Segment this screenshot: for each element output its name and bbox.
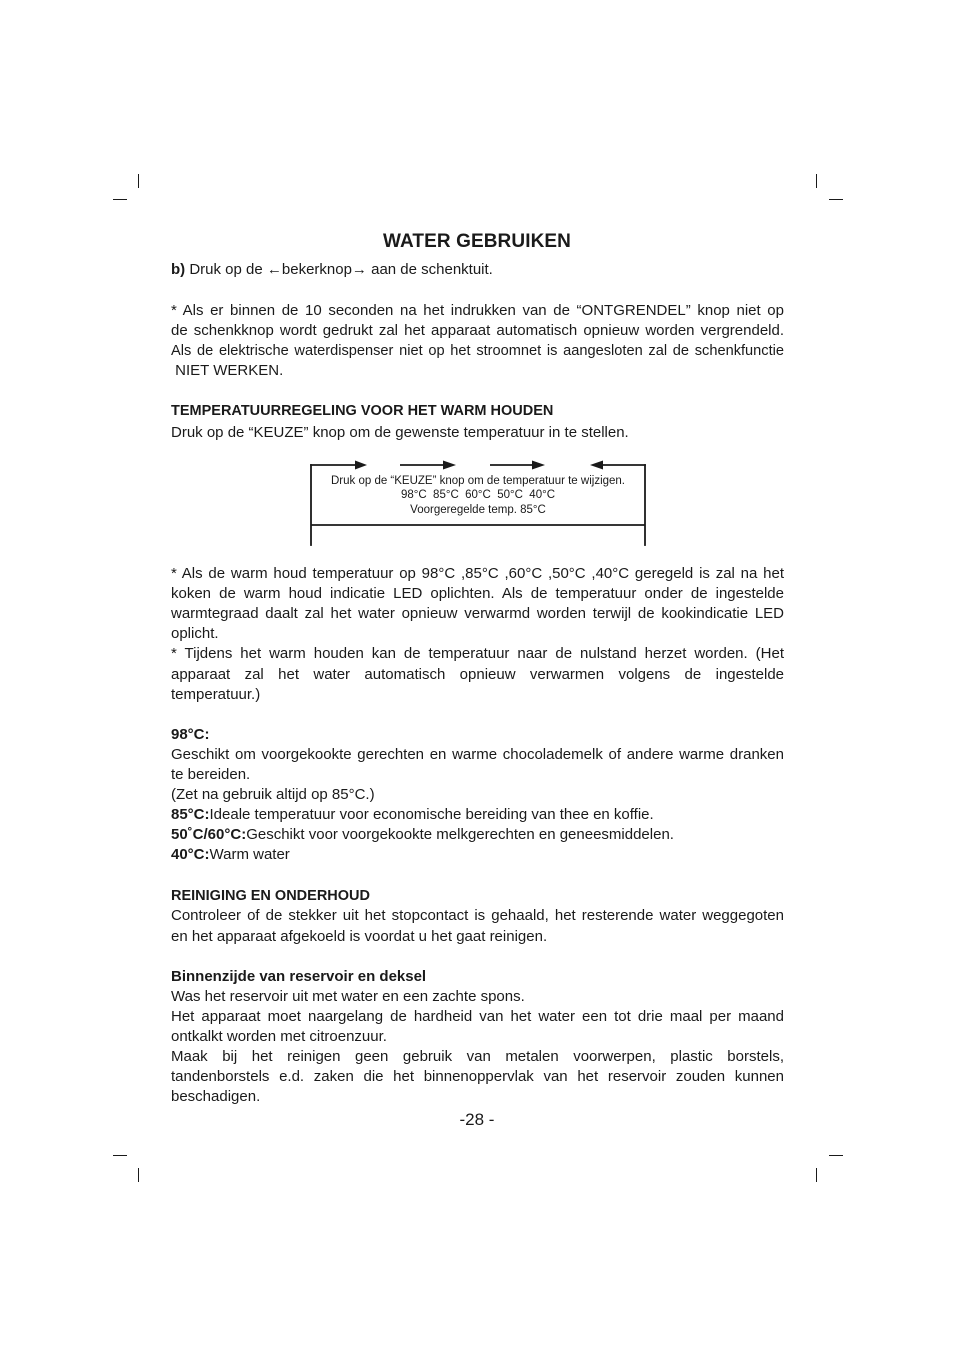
cycle-arrow-3-head-icon <box>532 461 545 470</box>
cleaning-line-2: en het apparaat afgekoeld is voordat u het gaat reinigen. <box>171 928 548 945</box>
crop-mark-top-left-horizontal <box>113 199 127 200</box>
crop-mark-bottom-right-horizontal <box>829 1155 843 1156</box>
keep-warm-note-line-3: warmtegraad daalt zal het water opnieuw verwarmd worden terwijl de kookindicatie LED <box>171 605 784 622</box>
temp-98-line-1: Geschikt om voorgekookte gerechten en warme chocolademelk of andere warme dranken <box>171 746 784 763</box>
temp-98-line-2: te bereiden. <box>171 766 251 783</box>
crop-mark-bottom-left-horizontal <box>113 1155 127 1156</box>
page-title: WATER GEBRUIKEN <box>383 231 571 252</box>
temp-50-60-line <box>171 825 674 845</box>
temp-98-line-3: (Zet na gebruik altijd op 85°C.) <box>171 786 375 803</box>
cycle-arrow-2-head-icon <box>443 461 456 470</box>
lock-note-line-3: Als de elektrische waterdispenser niet op het stroomnet is aangesloten zal de schenkfunctie <box>171 343 784 359</box>
cycle-arrow-4-head-icon <box>590 461 603 470</box>
diagram-preset: Voorgeregelde temp. 85°C <box>410 504 546 516</box>
crop-mark-bottom-right-vertical <box>816 1168 817 1182</box>
temp-40-line <box>171 845 290 865</box>
temp-98-label: 98°C: <box>171 726 210 743</box>
temp-40-label: 40°C: <box>171 846 210 863</box>
lock-note-line-1: * Als er binnen de 10 seconden na het indrukken van de “ONTGRENDEL” knop niet op <box>171 302 784 319</box>
lock-note-line-4: NIET WERKEN. <box>171 362 284 379</box>
reservoir-line-1: Was het reservoir uit met water en een zachte spons. <box>171 988 525 1005</box>
reservoir-line-6: beschadigen. <box>171 1088 261 1105</box>
step-b-label: b) <box>171 261 186 278</box>
crop-mark-top-left-vertical <box>138 174 139 188</box>
keep-warm-heading: TEMPERATUURREGELING VOOR HET WARM HOUDEN <box>171 403 554 419</box>
keep-warm-note-line-4: oplicht. <box>171 625 219 642</box>
reservoir-line-2: Het apparaat moet naargelang de hardheid van het water een tot drie maal per maand <box>171 1008 784 1025</box>
temp-85-line <box>171 805 654 825</box>
crop-mark-bottom-left-vertical <box>138 1168 139 1182</box>
diagram-temperatures: 98°C 85°C 60°C 50°C 40°C <box>400 489 556 501</box>
step-b-text: Druk op de ←bekerknop→ aan de schenktuit. <box>185 261 493 278</box>
reservoir-line-3: ontkalkt worden met citroenzuur. <box>171 1028 387 1045</box>
keep-warm-note-line-2: koken de warm houd indicatie LED oplichten. Als de temperatuur onder de ingestelde <box>171 585 784 602</box>
keep-warm-instruction: Druk op de “KEUZE” knop om de gewenste temperatuur in te stellen. <box>171 424 629 441</box>
temp-85-label: 85°C: <box>171 806 210 823</box>
cycle-arrow-1-head-icon <box>355 461 367 470</box>
diagram-caption: Druk op de “KEUZE” knop om de temperatuur te wijzigen. <box>330 475 626 487</box>
temp-50-60-text: Geschikt voor voorgekookte melkgerechten en geneesmiddelen. <box>246 826 674 843</box>
crop-mark-top-right-horizontal <box>829 199 843 200</box>
temp-40-text: Warm water <box>209 846 290 863</box>
reservoir-line-4: Maak bij het reinigen geen gebruik van metalen voorwerpen, plastic borstels, <box>171 1048 784 1065</box>
step-b-line <box>171 260 493 280</box>
keep-warm-note-line-1: * Als de warm houd temperatuur op 98°C ,85°C ,60°C ,50°C ,40°C geregeld is zal na het <box>171 565 784 582</box>
reservoir-heading: Binnenzijde van reservoir en deksel <box>171 968 427 985</box>
temp-50-60-label: 50˚C/60°C: <box>171 826 247 843</box>
lock-note-line-2: de schenkknop wordt gedrukt zal het apparaat automatisch opnieuw worden vergrendeld. <box>171 322 784 339</box>
page-number: -28 - <box>459 1110 495 1129</box>
reservoir-line-5: tandenborstels e.d. zaken die het binnenoppervlak van het reservoir zouden kunnen <box>171 1068 784 1085</box>
cleaning-heading: REINIGING EN ONDERHOUD <box>171 888 370 904</box>
keep-warm-note-line-5: * Tijdens het warm houden kan de temperatuur naar de nulstand herzet worden. (Het <box>171 645 784 662</box>
temp-85-text: Ideale temperatuur voor economische bereiding van thee en koffie. <box>209 806 654 823</box>
cleaning-line-1: Controleer of de stekker uit het stopcontact is gehaald, het resterende water weggegoten <box>171 907 784 924</box>
keep-warm-note-line-7: temperatuur.) <box>171 686 261 703</box>
keep-warm-note-line-6: apparaat zal het water automatisch opnieuw verwarmen volgens de ingestelde <box>171 666 784 683</box>
crop-mark-top-right-vertical <box>816 174 817 188</box>
